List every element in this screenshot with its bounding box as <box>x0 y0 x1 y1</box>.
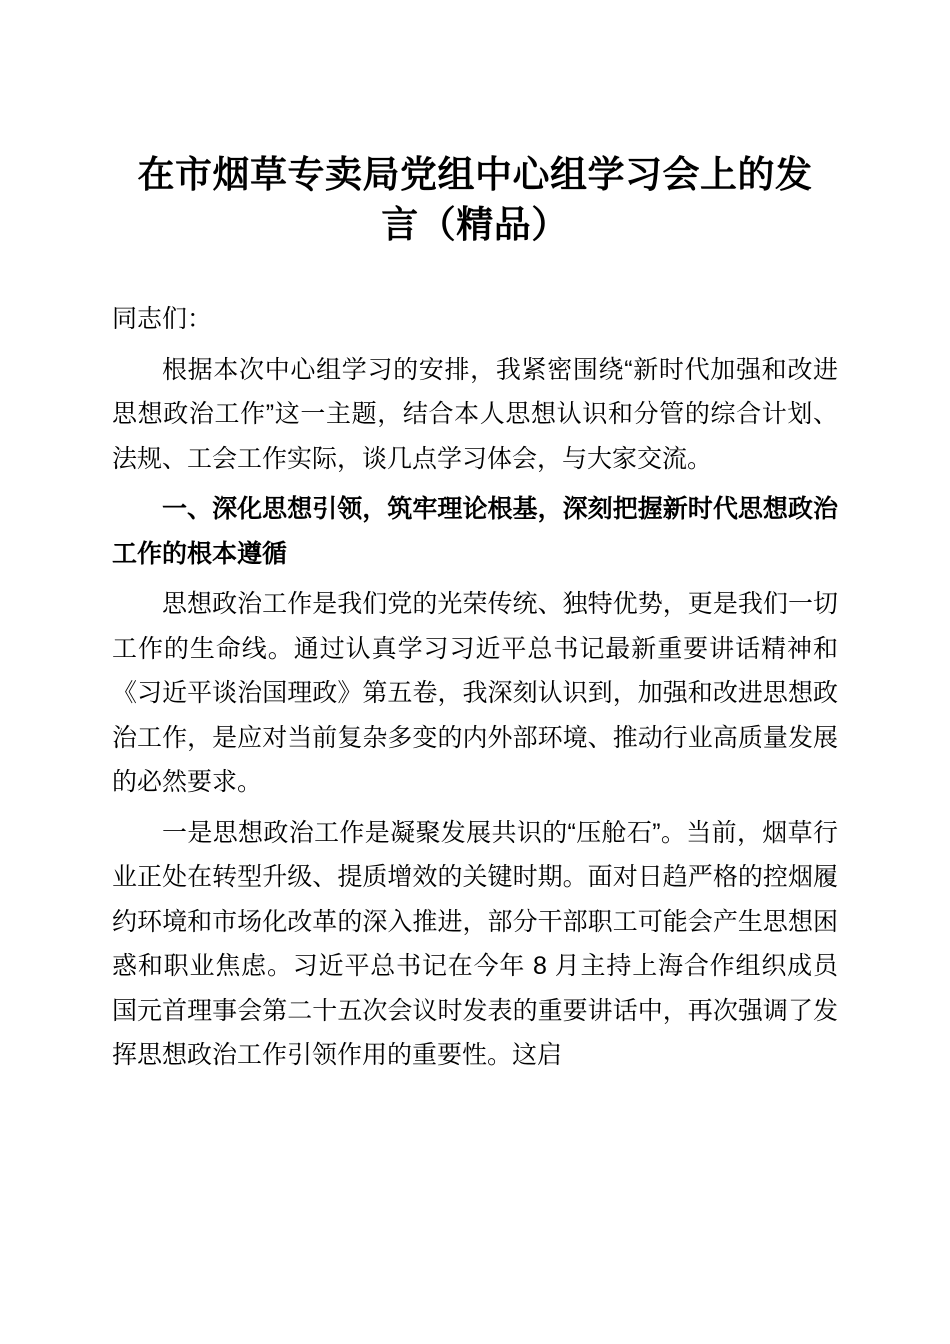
paragraph-2: 思想政治工作是我们党的光荣传统、独特优势，更是我们一切工作的生命线。通过认真学习习近平总书记最新重要讲话精神和《习近平谈治国理政》第五卷，我深刻认识到，加强和改进思想政治工作，是应对当前复杂多变的内外部环境、推动行业高质量发展的必然要求。 <box>112 590 838 797</box>
paragraph-1: 根据本次中心组学习的安排，我紧密围绕“新时代加强和改进思想政治工作”这一主题，结合本人思想认识和分管的综合计划、法规、工会工作实际，谈几点学习体会，与大家交流。 <box>112 355 838 473</box>
page-title: 在市烟草专卖局党组中心组学习会上的发言（精品） <box>137 154 813 245</box>
section-heading-1: 一、深化思想引领，筑牢理论根基，深刻把握新时代思想政治工作的根本遵循 <box>112 495 838 568</box>
salutation: 同志们： <box>112 304 213 333</box>
paragraph-3: 一是思想政治工作是凝聚发展共识的“压舱石”。当前，烟草行业正处在转型升级、提质增效的关键时期。面对日趋严格的控烟履约环境和市场化改革的深入推进，部分干部职工可能会产生思想困惑和职业焦虑。习近平总书记在今年 8 月主持上海合作组织成员国元首理事会第二十五次会议时发表的重要讲话中，再次强调了发挥思想政治工作引领作用的重要性。这启 <box>112 818 838 1070</box>
